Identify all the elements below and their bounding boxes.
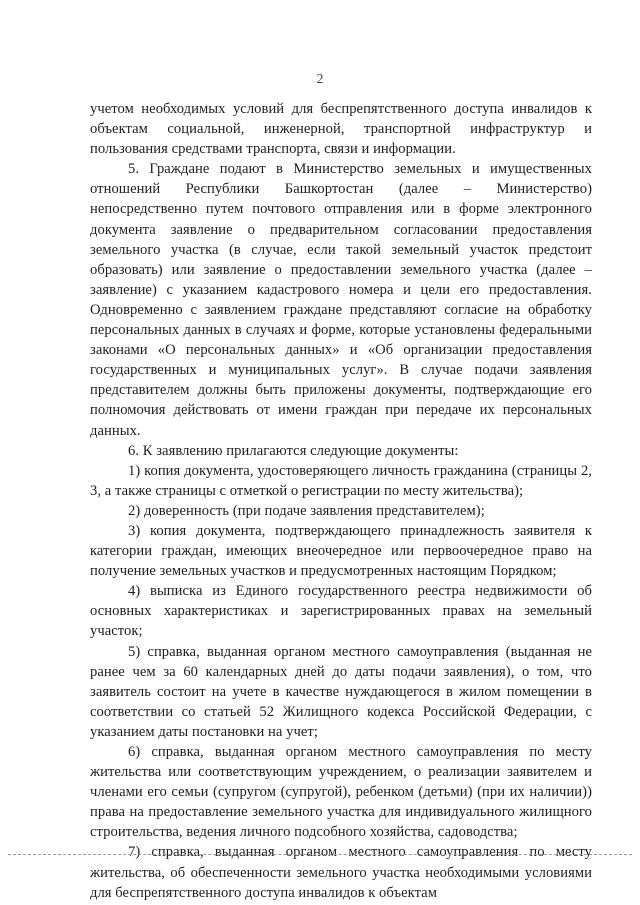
page-number: 2 [316,72,324,87]
list-item-4: 4) выписка из Единого государственного реестра недвижимости об основных характеристиках и зарегистрированных правах на земельный участок; [90,583,592,640]
list-item-5: 5) справка, выданная органом местного самоуправления (выданная не ранее чем за 60 календарных дней до даты подачи заявления), о том, что заявитель состоит на учете в качестве нуждающегося в жилом помещении в соответствии со статьей 52 Жилищного кодекса Российской Федерации, с указанием даты постановки на учет; [90,643,592,740]
list-item-1: 1) копия документа, удостоверяющего личность гражданина (страницы 2, 3, а также страницы с отметкой о регистрации по месту жительства); [90,462,592,499]
scan-edge-line [8,854,632,855]
list-item-3: 3) копия документа, подтверждающего принадлежность заявителя к категории граждан, имеющих внеочередное или первоочередное право на получение земельных участков и предусмотренных настоящим Порядком; [90,522,592,580]
list-item-2: 2) доверенность (при подаче заявления представителем); [128,502,485,519]
list-item-7: 7) справка, выданная органом местного самоуправления по месту жительства, об обеспеченности земельного участка необходимыми условиями для беспрепятственного доступа инвалидов к объектам [90,844,592,901]
list-item-6: 6) справка, выданная органом местного самоуправления по месту жительства или соответствующим учреждением, о реализации заявителем и членами его семьи (супругом (супругой), ребенком (детьми) (при их наличии)) права на предоставление земельного участка для индивидуального жилищного строительства, ведения личного подсобного хозяйства, садоводства; [90,744,592,841]
paragraph-item-5: 5. Граждане подают в Министерство земельных и имущественных отношений Республики Башкортостан (далее – Министерство) непосредственно путем почтового отправления или в форме электронного документа заявление о предварительном согласовании предоставления земельного участка (в случае, если такой земельный участок предстоит образовать) или заявление о предоставлении земельного участка (далее – заявление) с указанием кадастрового номера и цели его предоставления. Одновременно с заявлением граждане представляют согласие на обработку персональных данных в случаях и форме, которые установлены федеральными законами «О персональных данных» и «Об организации предоставления государственных и муниципальных услуг». В случае подачи заявления представителем должны быть приложены документы, подтверждающие его полномочия действовать от имени граждан при передаче их персональных данных. [90,161,592,439]
document-body [90,99,592,903]
paragraph-continuation: учетом необходимых условий для беспрепятственного доступа инвалидов к объектам социальной, инженерной, транспортной инфраструктур и пользования средствами транспорта, связи и информации. [90,101,592,158]
paragraph-item-6: 6. К заявлению прилагаются следующие документы: [128,442,459,459]
